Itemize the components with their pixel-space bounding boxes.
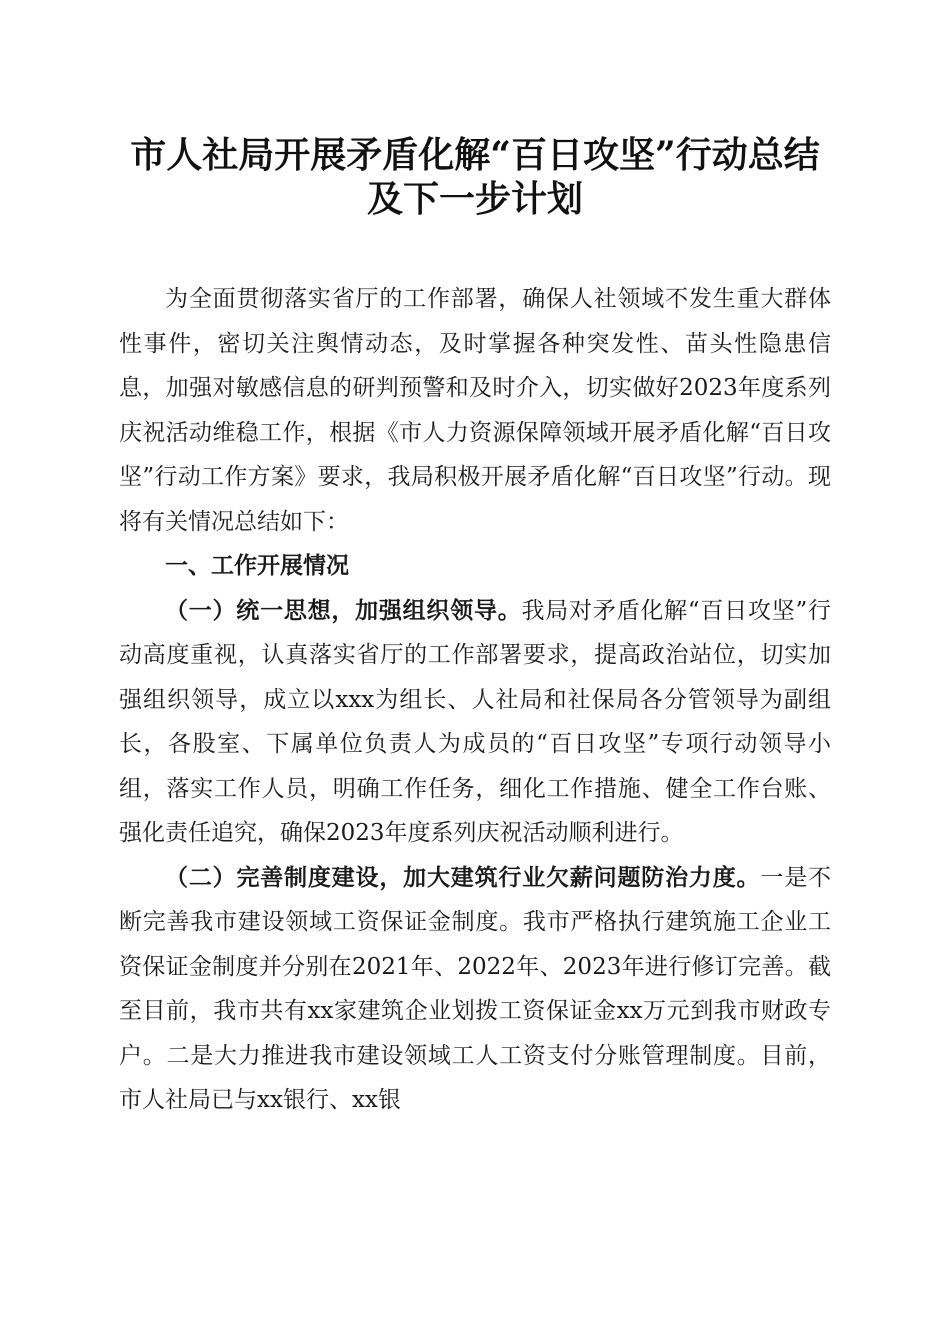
subsection-2-lead: （二）完善制度建设，加大建筑行业欠薪问题防治力度。 xyxy=(165,863,761,891)
document-body xyxy=(119,277,831,1123)
subsection-2-paragraph xyxy=(119,856,831,1123)
section-heading-1: 一、工作开展情况 xyxy=(165,553,349,579)
subsection-2-body: 一是不断完善我市建设领域工资保证金制度。我市严格执行建筑施工企业工资保证金制度并分别在2021年、2022年、2023年进行修订完善。截至目前，我市共有xx家建筑企业划拨工资保证金xx万元到我市财政专户。二是大力推进我市建设领域工人工资支付分账管理制度。目前，市人社局已与xx银行、xx银 xyxy=(119,864,832,1113)
subsection-1-body: 我局对矛盾化解“百日攻坚”行动高度重视，认真落实省厅的工作部署要求，提高政治站位，切实加强组织领导，成立以xxx为组长、人社局和社保局各分管领导为副组长，各股室、下属单位负责人为成员的“百日攻坚”专项行动领导小组，落实工作人员，明确工作任务，细化工作措施、健全工作台账、强化责任追究，确保2023年度系列庆祝活动顺利进行。 xyxy=(119,597,831,846)
title-line-2: 及下一步计划 xyxy=(366,178,583,220)
title-line-1: 市人社局开展矛盾化解“百日攻坚”行动总结 xyxy=(130,134,820,176)
document-title xyxy=(100,133,850,221)
subsection-1-lead: （一）统一思想，加强组织领导。 xyxy=(165,596,522,624)
subsection-1-paragraph xyxy=(119,589,831,856)
intro-paragraph: 为全面贯彻落实省厅的工作部署，确保人社领域不发生重大群体性事件，密切关注舆情动态，及时掌握各种突发性、苗头性隐患信息，加强对敏感信息的研判预警和及时介入，切实做好2023年度系列庆祝活动维稳工作，根据《市人力资源保障领域开展矛盾化解“百日攻坚”行动工作方案》要求，我局积极开展矛盾化解“百日攻坚”行动。现将有关情况总结如下： xyxy=(119,286,831,535)
